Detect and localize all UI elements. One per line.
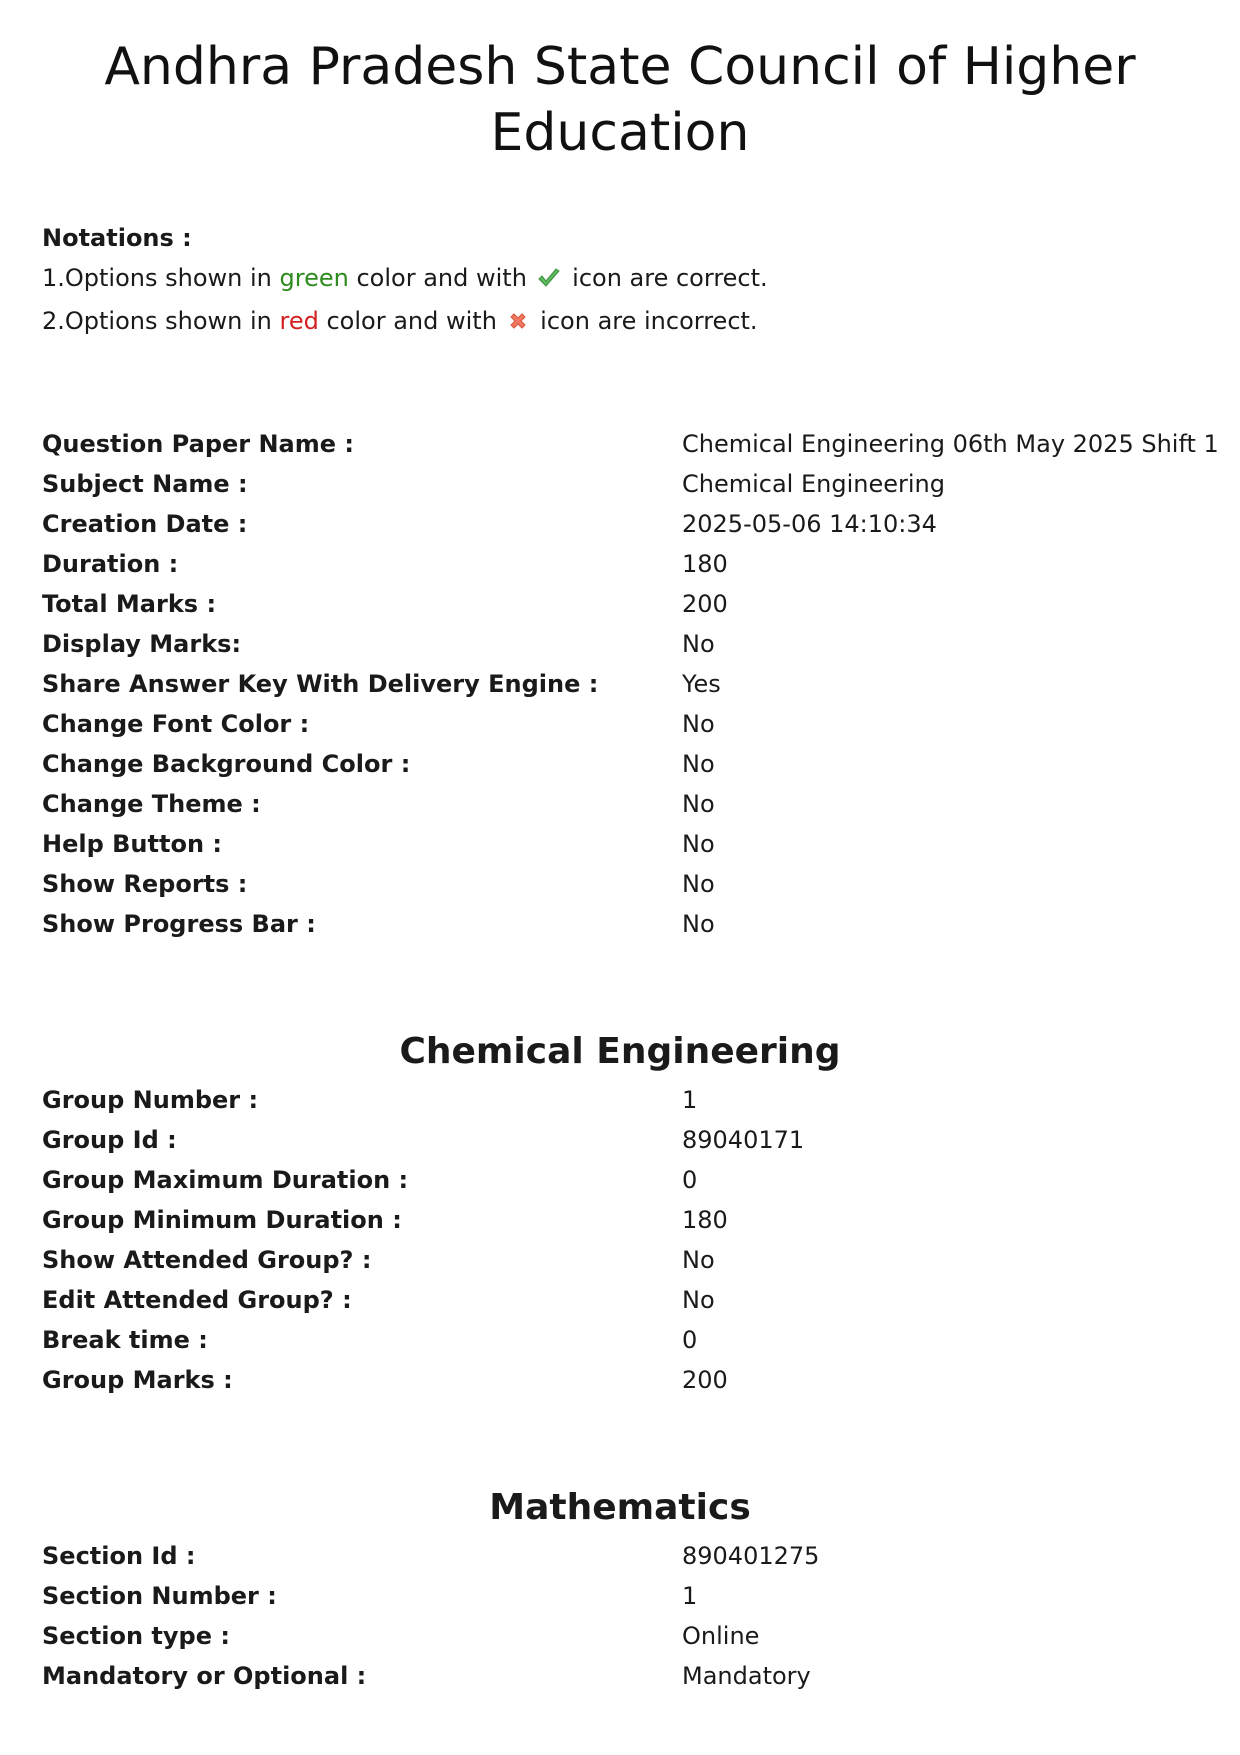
detail-row [42,1536,1222,1576]
detail-value: 89040171 [682,1126,805,1154]
detail-value: No [682,710,715,738]
detail-value: 890401275 [682,1542,820,1570]
group-details-table [42,1080,1222,1400]
detail-value: 2025-05-06 14:10:34 [682,510,937,538]
detail-label: Edit Attended Group? : [42,1286,352,1314]
detail-row [42,1656,1222,1696]
detail-value: 200 [682,590,728,618]
notation-correct-prefix: 1.Options shown in [42,264,280,292]
cross-icon [507,304,529,344]
red-word: red [279,307,319,335]
detail-row [42,1080,1222,1120]
detail-row [42,1360,1222,1400]
check-icon [537,261,561,301]
detail-value: 0 [682,1166,698,1194]
notation-incorrect-middle: color and with [318,307,505,335]
detail-value: 180 [682,1206,728,1234]
detail-label: Help Button : [42,830,222,858]
detail-value: No [682,870,715,898]
detail-label: Group Maximum Duration : [42,1166,409,1194]
detail-value: Chemical Engineering [682,470,945,498]
page-title: Andhra Pradesh State Council of Higher Education [104,37,1136,163]
detail-row [42,824,1222,864]
detail-value: No [682,750,715,778]
detail-row [42,1576,1222,1616]
detail-row [42,1280,1222,1320]
detail-row [42,1320,1222,1360]
detail-row [42,424,1222,464]
detail-label: Section Id : [42,1542,196,1570]
detail-row [42,544,1222,584]
detail-value: Yes [682,670,721,698]
detail-row [42,1120,1222,1160]
detail-label: Share Answer Key With Delivery Engine : [42,670,599,698]
detail-value: Online [682,1622,760,1650]
detail-row [42,624,1222,664]
detail-label: Change Background Color : [42,750,411,778]
detail-label: Group Number : [42,1086,259,1114]
detail-value: 0 [682,1326,698,1354]
detail-label: Question Paper Name : [42,430,354,458]
detail-label: Group Id : [42,1126,177,1154]
detail-label: Display Marks: [42,630,242,658]
notation-correct-middle: color and with [348,264,535,292]
detail-label: Show Reports : [42,870,248,898]
group-heading: Chemical Engineering [399,1031,841,1072]
detail-value: No [682,630,715,658]
detail-label: Group Minimum Duration : [42,1206,402,1234]
detail-row [42,1200,1222,1240]
detail-label: Show Progress Bar : [42,910,316,938]
detail-label: Mandatory or Optional : [42,1662,367,1690]
detail-value: No [682,910,715,938]
section-details-table [42,1536,1222,1696]
detail-row [42,664,1222,704]
detail-value: No [682,1286,715,1314]
detail-label: Duration : [42,550,179,578]
notations-block [42,218,768,344]
detail-row [42,704,1222,744]
detail-row [42,1616,1222,1656]
detail-row [42,504,1222,544]
detail-value: No [682,1246,715,1274]
detail-value: 1 [682,1086,698,1114]
detail-row [42,904,1222,944]
detail-value: No [682,790,715,818]
detail-row [42,744,1222,784]
notations-heading: Notations : [42,224,192,252]
detail-row [42,784,1222,824]
detail-value: 200 [682,1366,728,1394]
notation-incorrect-suffix: icon are incorrect. [532,307,758,335]
detail-value: Mandatory [682,1662,811,1690]
detail-value: 1 [682,1582,698,1610]
detail-value: No [682,830,715,858]
notation-incorrect-prefix: 2.Options shown in [42,307,280,335]
detail-label: Creation Date : [42,510,248,538]
notation-correct-line [42,258,768,301]
section-heading: Mathematics [489,1487,751,1528]
detail-row [42,864,1222,904]
notation-incorrect-line [42,301,768,344]
detail-value: 180 [682,550,728,578]
detail-row [42,1240,1222,1280]
detail-row [42,464,1222,504]
detail-row [42,584,1222,624]
detail-label: Change Font Color : [42,710,310,738]
detail-label: Group Marks : [42,1366,233,1394]
detail-label: Total Marks : [42,590,217,618]
detail-label: Break time : [42,1326,208,1354]
detail-label: Subject Name : [42,470,248,498]
detail-row [42,1160,1222,1200]
notation-correct-suffix: icon are correct. [564,264,768,292]
paper-details-table [42,424,1222,944]
detail-value: Chemical Engineering 06th May 2025 Shift 1 [682,430,1219,458]
detail-label: Change Theme : [42,790,261,818]
detail-label: Section type : [42,1622,230,1650]
green-word: green [279,264,349,292]
detail-label: Show Attended Group? : [42,1246,372,1274]
detail-label: Section Number : [42,1582,277,1610]
